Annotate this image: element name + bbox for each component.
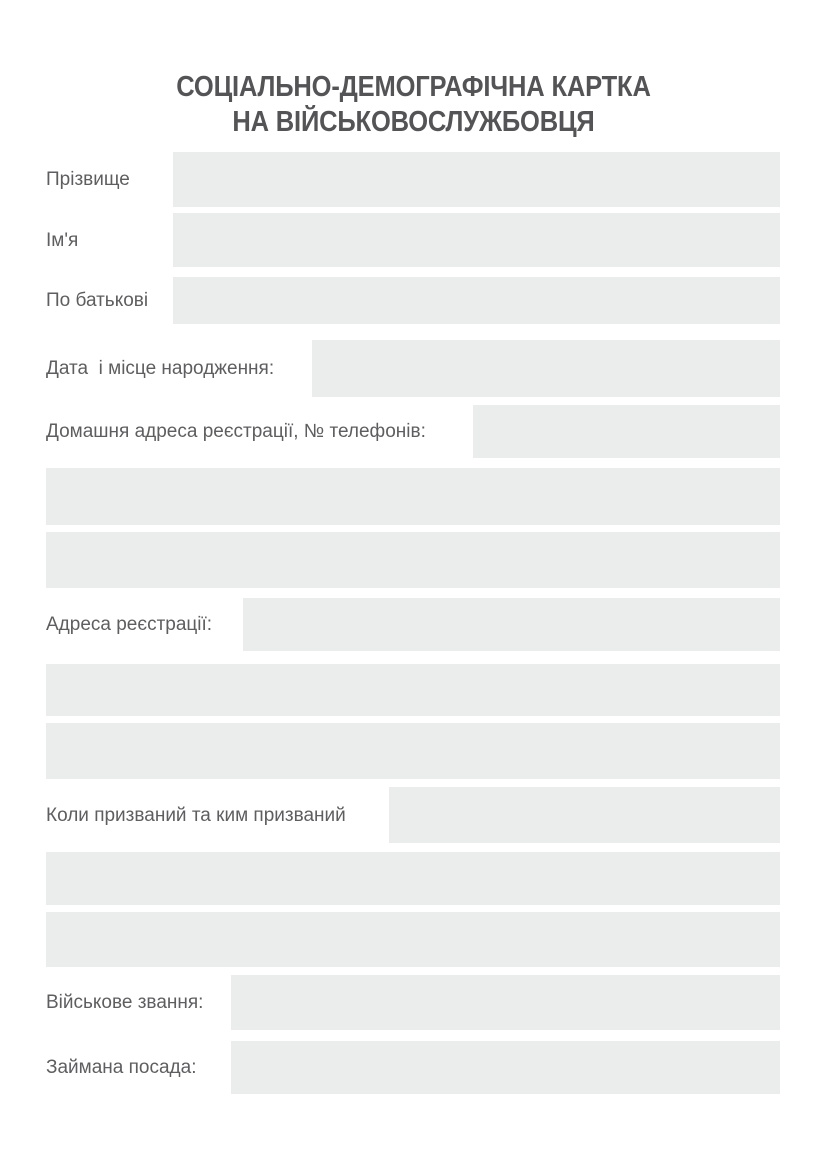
birth-date-place-label: Дата і місце народження: xyxy=(46,358,275,379)
first-name-field[interactable] xyxy=(173,213,780,267)
military-rank-field[interactable] xyxy=(231,975,780,1030)
position-held-field[interactable] xyxy=(231,1041,780,1094)
surname-label: Прізвище xyxy=(46,169,130,190)
birth-date-place-field[interactable] xyxy=(312,340,780,397)
registration-address-extra-line-1[interactable] xyxy=(46,664,780,716)
conscription-when-by-whom-label: Коли призваний та ким призваний xyxy=(46,805,346,826)
patronymic-field[interactable] xyxy=(173,277,780,324)
home-address-phones-field[interactable] xyxy=(473,405,780,458)
home-address-phones-extra-line-2[interactable] xyxy=(46,532,780,588)
first-name-label: Ім'я xyxy=(46,230,79,251)
position-held-label: Займана посада: xyxy=(46,1057,197,1078)
home-address-phones-label: Домашня адреса реєстрації, № телефонів: xyxy=(46,421,426,442)
conscription-extra-line-1[interactable] xyxy=(46,852,780,905)
home-address-phones-extra-line-1[interactable] xyxy=(46,468,780,525)
registration-address-label: Адреса реєстрації: xyxy=(46,614,213,635)
page-title xyxy=(50,70,778,140)
page-title-line-1: СОЦІАЛЬНО-ДЕМОГРАФІЧНА КАРТКА xyxy=(176,71,651,103)
registration-address-field[interactable] xyxy=(243,598,780,651)
conscription-when-by-whom-field[interactable] xyxy=(389,787,780,843)
registration-address-extra-line-2[interactable] xyxy=(46,723,780,779)
surname-field[interactable] xyxy=(173,152,780,207)
conscription-extra-line-2[interactable] xyxy=(46,912,780,967)
military-rank-label: Військове звання: xyxy=(46,992,204,1013)
patronymic-label: По батькові xyxy=(46,290,149,311)
page-title-line-2: НА ВІЙСЬКОВОСЛУЖБОВЦЯ xyxy=(232,106,595,138)
